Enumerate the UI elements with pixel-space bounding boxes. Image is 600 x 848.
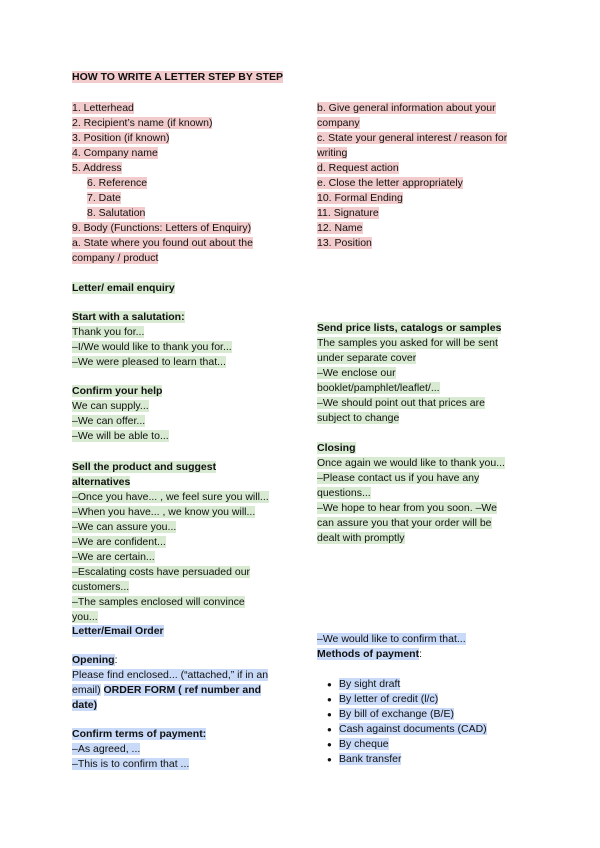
step-item: 9. Body (Functions: Letters of Enquiry) [72, 222, 252, 234]
step-item: 5. Address [72, 162, 122, 174]
order-form-text: ORDER FORM ( ref number and date) [72, 684, 262, 711]
methods-heading: Methods of payment [317, 648, 420, 660]
steps-left-list [72, 101, 272, 266]
send-section [317, 321, 527, 426]
step-item: 8. Salutation [87, 207, 146, 219]
payment-method-item: ● Cash against documents (CAD) [317, 722, 527, 737]
sell-section [72, 460, 272, 625]
enquiry-heading: Letter/ email enquiry [72, 282, 175, 294]
step-item: d. Request action [317, 162, 399, 174]
phrase-item: –We can assure you... [72, 521, 177, 533]
payment-method-item: ● By letter of credit (l/c) [317, 692, 527, 707]
step-item: 11. Signature [317, 207, 379, 219]
phrase-item: Once again we would like to thank you... [317, 457, 505, 469]
phrase-item: –We hope to hear from you soon. –We can assure you that your order will be dealt with promptly [317, 502, 497, 544]
phrase-item: –We are certain... [72, 551, 155, 563]
step-item: b. Give general information about your company [317, 102, 496, 129]
step-item: 12. Name [317, 222, 363, 234]
phrase-item: –Escalating costs have persuaded our customers... [72, 566, 251, 593]
phrase-item: We can supply... [72, 400, 149, 412]
terms-section [72, 727, 272, 772]
phrase-item: –We should point out that prices are subject to change [317, 397, 485, 424]
phrase-item: –We enclose our booklet/pamphlet/leaflet/... [317, 367, 440, 394]
send-heading: Send price lists, catalogs or samples [317, 322, 502, 334]
help-heading: Confirm your help [72, 385, 163, 397]
terms-heading: Confirm terms of payment: [72, 728, 207, 740]
order-heading: Letter/Email Order [72, 625, 164, 637]
step-item: c. State your general interest / reason for writing [317, 132, 508, 159]
closing-heading: Closing [317, 442, 356, 454]
sell-heading: Sell the product and suggest alternatives [72, 461, 217, 488]
phrase-item: –The samples enclosed will convince you... [72, 596, 245, 623]
payment-method-item: ● By sight draft [317, 677, 527, 692]
opening-heading: Opening [72, 654, 115, 666]
step-item: 13. Position [317, 237, 372, 249]
salutation-section [72, 310, 272, 370]
document-title: HOW TO WRITE A LETTER STEP BY STEP [72, 71, 283, 83]
salutation-heading: Start with a salutation: [72, 311, 185, 323]
step-item: 3. Position (if known) [72, 132, 170, 144]
methods-colon: : [419, 648, 423, 660]
payment-section [317, 632, 527, 662]
phrase-item: –When you have... , we know you will... [72, 506, 256, 518]
step-item: 6. Reference [87, 177, 148, 189]
step-item: 10. Formal Ending [317, 192, 403, 204]
phrase-item: –Please contact us if you have any questions... [317, 472, 480, 499]
step-item: 1. Letterhead [72, 102, 134, 114]
phrase-item: –Once you have... , we feel sure you will... [72, 491, 269, 503]
payment-method-item: ● By bill of exchange (B/E) [317, 707, 527, 722]
step-item: e. Close the letter appropriately [317, 177, 463, 189]
phrase-item: –As agreed, ... [72, 743, 141, 755]
phrase-item: –We were pleased to learn that... [72, 356, 226, 368]
phrase-item: –We will be able to... [72, 430, 169, 442]
step-item: 4. Company name [72, 147, 158, 159]
help-section [72, 384, 272, 444]
payment-method-item: ● By cheque [317, 737, 527, 752]
steps-right-list [317, 101, 527, 251]
confirm-phrase: –We would like to confirm that... [317, 633, 466, 645]
opening-section [72, 653, 287, 713]
phrase-item: Thank you for... [72, 326, 145, 338]
closing-section [317, 441, 527, 546]
phrase-item: The samples you asked for will be sent under separate cover [317, 337, 498, 364]
opening-colon: : [114, 654, 118, 666]
payment-method-item: ● Bank transfer [317, 752, 527, 767]
step-item: a. State where you found out about the company / product [72, 237, 253, 264]
opening-text: Please find enclosed... (“attached,” if in an email) [72, 669, 269, 696]
step-item: 7. Date [87, 192, 121, 204]
phrase-item: –I/We would like to thank you for... [72, 341, 232, 353]
payment-methods-list [317, 677, 527, 767]
step-item: 2. Recipient’s name (if known) [72, 117, 213, 129]
phrase-item: –We are confident... [72, 536, 166, 548]
phrase-item: –This is to confirm that ... [72, 758, 190, 770]
phrase-item: –We can offer... [72, 415, 146, 427]
